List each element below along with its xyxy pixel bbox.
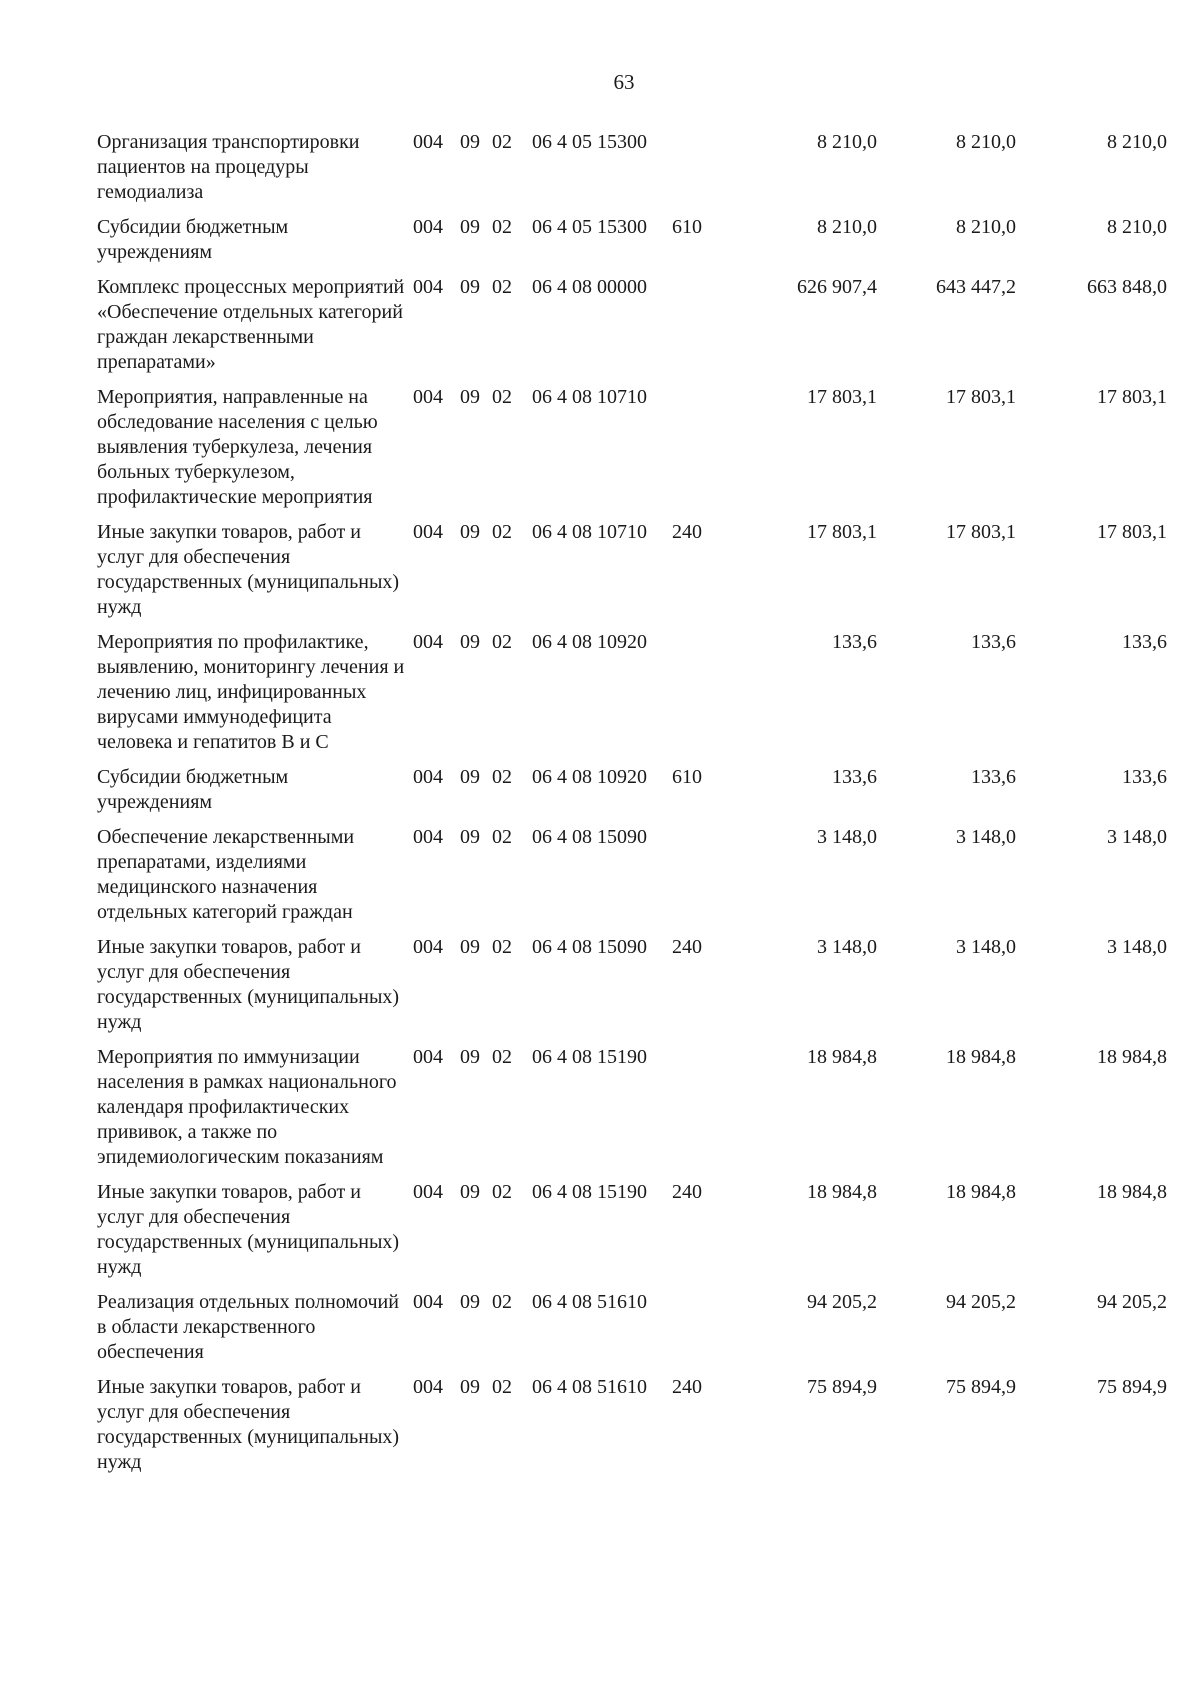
table-row xyxy=(97,215,1167,275)
row-amount-year-1: 3 148,0 xyxy=(817,826,877,848)
row-name: Комплекс процессных мероприятий «Обеспечение отдельных категорий граждан лекарственными препаратами» xyxy=(97,276,405,373)
row-amount-year-2: 18 984,8 xyxy=(946,1181,1016,1203)
row-expense-type-code: 240 xyxy=(672,1376,702,1398)
row-name: Иные закупки товаров, работ и услуг для обеспечения государственных (муниципальных) нужд xyxy=(97,936,400,1033)
row-section-code: 09 xyxy=(460,1376,480,1398)
row-expense-type-code xyxy=(672,1290,732,1375)
table-row xyxy=(97,275,1167,385)
row-ministry-code: 004 xyxy=(413,936,443,958)
row-subsection-code: 02 xyxy=(492,1046,512,1068)
row-amount-year-3: 8 210,0 xyxy=(1107,216,1167,238)
row-amount-year-2: 3 148,0 xyxy=(956,826,1016,848)
row-amount-year-1: 18 984,8 xyxy=(807,1046,877,1068)
row-ministry-code: 004 xyxy=(413,276,443,298)
row-ministry-code: 004 xyxy=(413,216,443,238)
row-name: Иные закупки товаров, работ и услуг для обеспечения государственных (муниципальных) нужд xyxy=(97,1181,400,1278)
row-name: Мероприятия по профилактике, выявлению, мониторингу лечения и лечению лиц, инфицированных вирусами иммунодефицита человека и гепатитов В и С xyxy=(97,631,405,753)
row-expense-type-code: 240 xyxy=(672,521,702,543)
row-subsection-code: 02 xyxy=(492,766,512,788)
row-amount-year-1: 94 205,2 xyxy=(807,1291,877,1313)
row-subsection-code: 02 xyxy=(492,386,512,408)
row-target-article-code: 06 4 08 51610 xyxy=(532,1291,647,1313)
row-amount-year-3: 3 148,0 xyxy=(1107,936,1167,958)
row-subsection-code: 02 xyxy=(492,521,512,543)
row-ministry-code: 004 xyxy=(413,1376,443,1398)
row-amount-year-2: 643 447,2 xyxy=(936,276,1016,298)
table-row xyxy=(97,385,1167,520)
row-target-article-code: 06 4 08 00000 xyxy=(532,276,647,298)
row-amount-year-2: 17 803,1 xyxy=(946,386,1016,408)
row-amount-year-3: 8 210,0 xyxy=(1107,131,1167,153)
budget-table xyxy=(97,130,1167,1485)
table-row xyxy=(97,1180,1167,1290)
row-name: Иные закупки товаров, работ и услуг для обеспечения государственных (муниципальных) нужд xyxy=(97,521,400,618)
row-name: Обеспечение лекарственными препаратами, изделиями медицинского назначения отдельных категорий граждан xyxy=(97,826,355,923)
row-amount-year-2: 133,6 xyxy=(971,766,1016,788)
row-section-code: 09 xyxy=(460,386,480,408)
row-target-article-code: 06 4 05 15300 xyxy=(532,131,647,153)
row-amount-year-1: 8 210,0 xyxy=(817,216,877,238)
row-amount-year-1: 626 907,4 xyxy=(797,276,877,298)
row-target-article-code: 06 4 08 51610 xyxy=(532,1376,647,1398)
row-amount-year-1: 3 148,0 xyxy=(817,936,877,958)
table-row xyxy=(97,1290,1167,1375)
row-amount-year-1: 17 803,1 xyxy=(807,521,877,543)
row-name: Мероприятия по иммунизации населения в рамках национального календаря профилактических прививок, а также по эпидемиологическим показаниям xyxy=(97,1046,397,1168)
row-target-article-code: 06 4 05 15300 xyxy=(532,216,647,238)
row-ministry-code: 004 xyxy=(413,131,443,153)
row-amount-year-3: 18 984,8 xyxy=(1097,1181,1167,1203)
row-amount-year-3: 75 894,9 xyxy=(1097,1376,1167,1398)
row-ministry-code: 004 xyxy=(413,1046,443,1068)
table-row xyxy=(97,935,1167,1045)
row-ministry-code: 004 xyxy=(413,1181,443,1203)
row-amount-year-3: 17 803,1 xyxy=(1097,521,1167,543)
row-target-article-code: 06 4 08 10920 xyxy=(532,631,647,653)
row-section-code: 09 xyxy=(460,216,480,238)
row-subsection-code: 02 xyxy=(492,1291,512,1313)
row-expense-type-code xyxy=(672,825,732,935)
row-subsection-code: 02 xyxy=(492,131,512,153)
row-ministry-code: 004 xyxy=(413,521,443,543)
row-name: Реализация отдельных полномочий в области лекарственного обеспечения xyxy=(97,1291,399,1363)
row-section-code: 09 xyxy=(460,826,480,848)
row-section-code: 09 xyxy=(460,1291,480,1313)
table-row xyxy=(97,825,1167,935)
table-row xyxy=(97,765,1167,825)
row-amount-year-3: 3 148,0 xyxy=(1107,826,1167,848)
row-amount-year-2: 18 984,8 xyxy=(946,1046,1016,1068)
row-amount-year-1: 17 803,1 xyxy=(807,386,877,408)
row-amount-year-1: 8 210,0 xyxy=(817,131,877,153)
row-amount-year-2: 94 205,2 xyxy=(946,1291,1016,1313)
row-ministry-code: 004 xyxy=(413,386,443,408)
row-amount-year-1: 18 984,8 xyxy=(807,1181,877,1203)
row-subsection-code: 02 xyxy=(492,276,512,298)
row-amount-year-3: 17 803,1 xyxy=(1097,386,1167,408)
row-target-article-code: 06 4 08 10710 xyxy=(532,386,647,408)
row-amount-year-1: 133,6 xyxy=(832,631,877,653)
row-name: Мероприятия, направленные на обследование населения с целью выявления туберкулеза, лечения больных туберкулезом, профилактические мероприятия xyxy=(97,386,378,508)
table-row xyxy=(97,1045,1167,1180)
row-section-code: 09 xyxy=(460,131,480,153)
row-expense-type-code: 610 xyxy=(672,766,702,788)
row-section-code: 09 xyxy=(460,521,480,543)
row-section-code: 09 xyxy=(460,936,480,958)
row-section-code: 09 xyxy=(460,1046,480,1068)
table-row xyxy=(97,630,1167,765)
row-name: Субсидии бюджетным учреждениям xyxy=(97,216,289,263)
row-expense-type-code xyxy=(672,385,732,520)
row-expense-type-code: 240 xyxy=(672,936,702,958)
row-section-code: 09 xyxy=(460,1181,480,1203)
row-section-code: 09 xyxy=(460,276,480,298)
row-target-article-code: 06 4 08 15190 xyxy=(532,1181,647,1203)
row-amount-year-3: 133,6 xyxy=(1122,766,1167,788)
row-amount-year-1: 133,6 xyxy=(832,766,877,788)
row-ministry-code: 004 xyxy=(413,766,443,788)
row-amount-year-2: 3 148,0 xyxy=(956,936,1016,958)
page-number: 63 xyxy=(613,70,635,94)
row-subsection-code: 02 xyxy=(492,216,512,238)
row-amount-year-3: 94 205,2 xyxy=(1097,1291,1167,1313)
row-target-article-code: 06 4 08 15090 xyxy=(532,936,647,958)
table-row xyxy=(97,520,1167,630)
row-expense-type-code: 240 xyxy=(672,1181,702,1203)
row-name: Организация транспортировки пациентов на процедуры гемодиализа xyxy=(97,131,360,203)
row-ministry-code: 004 xyxy=(413,631,443,653)
row-amount-year-3: 663 848,0 xyxy=(1087,276,1167,298)
row-expense-type-code xyxy=(672,1045,732,1180)
row-subsection-code: 02 xyxy=(492,936,512,958)
table-row xyxy=(97,130,1167,215)
table-row xyxy=(97,1375,1167,1485)
row-name: Субсидии бюджетным учреждениям xyxy=(97,766,289,813)
row-subsection-code: 02 xyxy=(492,631,512,653)
row-expense-type-code xyxy=(672,630,732,765)
row-amount-year-1: 75 894,9 xyxy=(807,1376,877,1398)
row-target-article-code: 06 4 08 10920 xyxy=(532,766,647,788)
row-amount-year-2: 75 894,9 xyxy=(946,1376,1016,1398)
row-section-code: 09 xyxy=(460,631,480,653)
row-amount-year-2: 133,6 xyxy=(971,631,1016,653)
table-body xyxy=(97,130,1167,1485)
row-amount-year-3: 18 984,8 xyxy=(1097,1046,1167,1068)
row-amount-year-2: 8 210,0 xyxy=(956,216,1016,238)
row-target-article-code: 06 4 08 15190 xyxy=(532,1046,647,1068)
row-subsection-code: 02 xyxy=(492,826,512,848)
row-expense-type-code xyxy=(672,275,732,385)
row-subsection-code: 02 xyxy=(492,1181,512,1203)
row-ministry-code: 004 xyxy=(413,826,443,848)
row-target-article-code: 06 4 08 10710 xyxy=(532,521,647,543)
row-amount-year-3: 133,6 xyxy=(1122,631,1167,653)
row-expense-type-code xyxy=(672,130,732,215)
row-expense-type-code: 610 xyxy=(672,216,702,238)
row-subsection-code: 02 xyxy=(492,1376,512,1398)
row-ministry-code: 004 xyxy=(413,1291,443,1313)
row-name: Иные закупки товаров, работ и услуг для обеспечения государственных (муниципальных) нужд xyxy=(97,1376,400,1473)
row-section-code: 09 xyxy=(460,766,480,788)
row-target-article-code: 06 4 08 15090 xyxy=(532,826,647,848)
row-amount-year-2: 8 210,0 xyxy=(956,131,1016,153)
row-amount-year-2: 17 803,1 xyxy=(946,521,1016,543)
